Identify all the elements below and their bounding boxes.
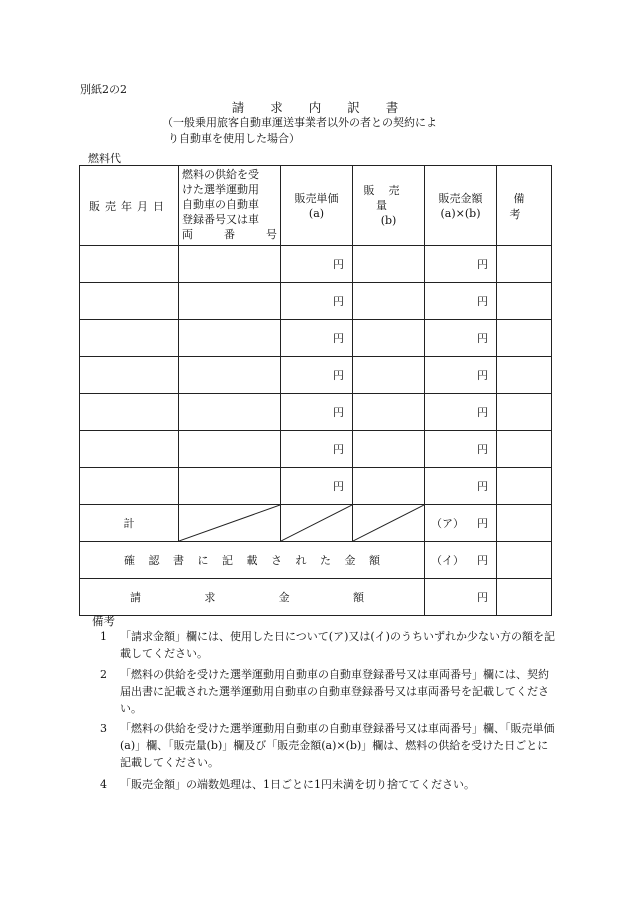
total-label: 計 <box>80 505 179 542</box>
cell-amount[interactable] <box>425 246 497 283</box>
cell-amount[interactable] <box>425 283 497 320</box>
header-reg-char: 両 <box>182 228 193 241</box>
cell-volume[interactable] <box>353 357 425 394</box>
title-char: 訳 <box>347 100 360 115</box>
header-amount-sub: (a)×(b) <box>440 206 481 220</box>
cell-registration[interactable] <box>179 246 281 283</box>
cell-amount[interactable] <box>425 320 497 357</box>
confirmed-label-cell <box>80 542 425 579</box>
data-rows <box>80 246 552 505</box>
cell-unit-price[interactable] <box>281 357 353 394</box>
label-char: 書 <box>173 554 184 567</box>
cell-notes[interactable] <box>497 468 552 505</box>
cell-notes[interactable] <box>497 283 552 320</box>
cell-registration[interactable] <box>179 357 281 394</box>
yen-unit: 円 <box>477 258 488 271</box>
note-item <box>100 628 555 662</box>
yen-unit: 円 <box>477 517 488 530</box>
yen-unit: 円 <box>333 406 344 419</box>
table-row <box>80 394 552 431</box>
total-slash-cell <box>353 505 425 542</box>
yen-unit: 円 <box>477 443 488 456</box>
cell-date[interactable] <box>80 394 179 431</box>
cell-date[interactable] <box>80 431 179 468</box>
cell-volume[interactable] <box>353 320 425 357</box>
yen-unit: 円 <box>333 258 344 271</box>
claim-label-cell <box>80 579 425 616</box>
total-row <box>80 505 552 542</box>
cell-unit-price[interactable] <box>281 246 353 283</box>
header-reg-line: けた選挙運動用 <box>182 183 259 196</box>
cell-notes[interactable] <box>497 394 552 431</box>
cell-amount[interactable] <box>425 357 497 394</box>
yen-unit: 円 <box>477 369 488 382</box>
note-number: 3 <box>100 722 107 735</box>
claim-row <box>80 579 552 616</box>
total-mark: （ア） <box>431 517 464 530</box>
cell-volume[interactable] <box>353 283 425 320</box>
total-amount-cell[interactable] <box>425 505 497 542</box>
slash-line <box>281 505 352 541</box>
cell-registration[interactable] <box>179 283 281 320</box>
header-registration <box>179 166 281 246</box>
slash-line <box>353 505 424 541</box>
cell-amount[interactable] <box>425 431 497 468</box>
header-unit-price <box>281 166 353 246</box>
header-notes-label: 備考 <box>509 191 543 221</box>
header-volume-label: 販売量 <box>363 184 414 212</box>
cell-amount[interactable] <box>425 394 497 431</box>
cell-date[interactable] <box>80 468 179 505</box>
table-row <box>80 283 552 320</box>
form-label: 別紙2の2 <box>80 83 127 96</box>
cell-volume[interactable] <box>353 468 425 505</box>
cell-notes[interactable] <box>497 246 552 283</box>
cell-volume[interactable] <box>353 394 425 431</box>
cell-date[interactable] <box>80 320 179 357</box>
cell-volume[interactable] <box>353 246 425 283</box>
header-amount-label: 販売金額 <box>438 191 483 205</box>
confirmed-amount-cell[interactable] <box>425 542 497 579</box>
section-label: 燃料代 <box>88 152 121 165</box>
confirmed-notes-cell[interactable] <box>497 542 552 579</box>
note-text: 「販売金額」の端数処理は、1日ごとに1円未満を切り捨ててください。 <box>120 778 475 791</box>
label-char: 金 <box>344 554 356 567</box>
header-reg-char: 号 <box>266 228 277 241</box>
header-date-label: 販売年月日 <box>89 199 169 213</box>
yen-unit: 円 <box>477 554 488 567</box>
note-text: 「燃料の供給を受けた選挙運動用自動車の自動車登録番号又は車両番号」欄には、契約届出書に記載された選挙運動用自動車の自動車登録番号又は車両番号を記載してください。 <box>120 668 549 715</box>
total-notes-cell[interactable] <box>497 505 552 542</box>
cell-notes[interactable] <box>497 320 552 357</box>
cell-date[interactable] <box>80 357 179 394</box>
fuel-cost-table <box>79 165 552 616</box>
note-text: 「請求金額」欄には、使用した日について(ア)又は(イ)のうちいずれか少ない方の額を記載してください。 <box>120 630 555 660</box>
header-reg-line: 自動車の自動車 <box>182 198 259 211</box>
cell-notes[interactable] <box>497 431 552 468</box>
yen-unit: 円 <box>333 369 344 382</box>
notes-heading: 備考 <box>92 614 115 628</box>
cell-unit-price[interactable] <box>281 283 353 320</box>
cell-volume[interactable] <box>353 431 425 468</box>
note-number: 4 <box>100 778 107 791</box>
cell-amount[interactable] <box>425 468 497 505</box>
cell-registration[interactable] <box>179 320 281 357</box>
header-unit-price-sub: (a) <box>308 206 325 220</box>
label-char: 求 <box>204 591 216 604</box>
claim-amount-cell[interactable] <box>425 579 497 616</box>
title-char: 内 <box>308 100 322 115</box>
yen-unit: 円 <box>477 295 488 308</box>
header-amount <box>425 166 497 246</box>
table-row <box>80 468 552 505</box>
label-char: 額 <box>369 554 380 567</box>
confirmed-row <box>80 542 552 579</box>
title-char: 求 <box>270 100 283 115</box>
label-char: 請 <box>130 591 141 604</box>
label-char: た <box>320 554 331 567</box>
yen-unit: 円 <box>477 406 488 419</box>
yen-unit: 円 <box>477 480 488 493</box>
header-row <box>80 166 552 246</box>
total-slash-cell <box>179 505 281 542</box>
table-row <box>80 357 552 394</box>
label-char: 確 <box>124 554 135 567</box>
subtitle-line: り自動車を使用した場合） <box>168 132 300 145</box>
header-reg-line <box>182 227 277 242</box>
label-char: さ <box>271 554 282 567</box>
header-reg-line: 燃料の供給を受 <box>182 168 259 181</box>
cell-unit-price[interactable] <box>281 320 353 357</box>
label-char: 記 <box>222 554 233 567</box>
note-number: 1 <box>100 630 107 643</box>
yen-unit: 円 <box>333 480 344 493</box>
table-row <box>80 320 552 357</box>
table-row <box>80 431 552 468</box>
title-char: 書 <box>385 100 399 115</box>
note-text: 「燃料の供給を受けた選挙運動用自動車の自動車登録番号又は車両番号」欄、「販売単価(a)」欄、「販売量(b)」欄及び「販売金額(a)×(b)」欄は、燃料の供給を受けた日ごとに記載してください。 <box>120 722 555 769</box>
header-notes <box>497 166 552 246</box>
yen-unit: 円 <box>477 332 488 345</box>
label-char: 額 <box>352 591 364 604</box>
cell-unit-price[interactable] <box>281 468 353 505</box>
cell-unit-price[interactable] <box>281 431 353 468</box>
header-volume-sub: (b) <box>380 214 397 227</box>
cell-date[interactable] <box>80 246 179 283</box>
yen-unit: 円 <box>477 591 488 604</box>
header-unit-price-label: 販売単価 <box>294 191 339 205</box>
label-char: 認 <box>148 554 160 567</box>
cell-registration[interactable] <box>179 394 281 431</box>
note-item <box>100 720 555 771</box>
label-char: に <box>197 554 209 567</box>
table-row <box>80 246 552 283</box>
confirmed-mark: （イ） <box>431 554 464 567</box>
document-subtitle <box>162 115 462 147</box>
note-item <box>100 666 555 717</box>
claim-notes-cell[interactable] <box>497 579 552 616</box>
header-volume <box>353 166 425 246</box>
yen-unit: 円 <box>333 332 344 345</box>
note-item <box>100 776 555 793</box>
label-char: 金 <box>278 591 290 604</box>
yen-unit: 円 <box>333 295 344 308</box>
header-reg-line: 登録番号又は車 <box>182 213 259 226</box>
total-slash-cell <box>281 505 353 542</box>
header-reg-char: 番 <box>224 228 235 241</box>
cell-registration[interactable] <box>179 431 281 468</box>
confirmed-label <box>80 552 424 568</box>
header-date <box>80 166 179 246</box>
title-char: 請 <box>231 100 245 115</box>
subtitle-line: （一般乗用旅客自動車運送事業者以外の者との契約によ <box>162 116 437 129</box>
label-char: れ <box>295 554 307 567</box>
claim-label <box>80 589 424 605</box>
note-number: 2 <box>100 668 107 681</box>
document-title <box>0 98 630 116</box>
slash-line <box>179 505 280 541</box>
cell-registration[interactable] <box>179 468 281 505</box>
label-char: 載 <box>246 554 258 567</box>
cell-notes[interactable] <box>497 357 552 394</box>
cell-date[interactable] <box>80 283 179 320</box>
yen-unit: 円 <box>333 443 344 456</box>
cell-unit-price[interactable] <box>281 394 353 431</box>
